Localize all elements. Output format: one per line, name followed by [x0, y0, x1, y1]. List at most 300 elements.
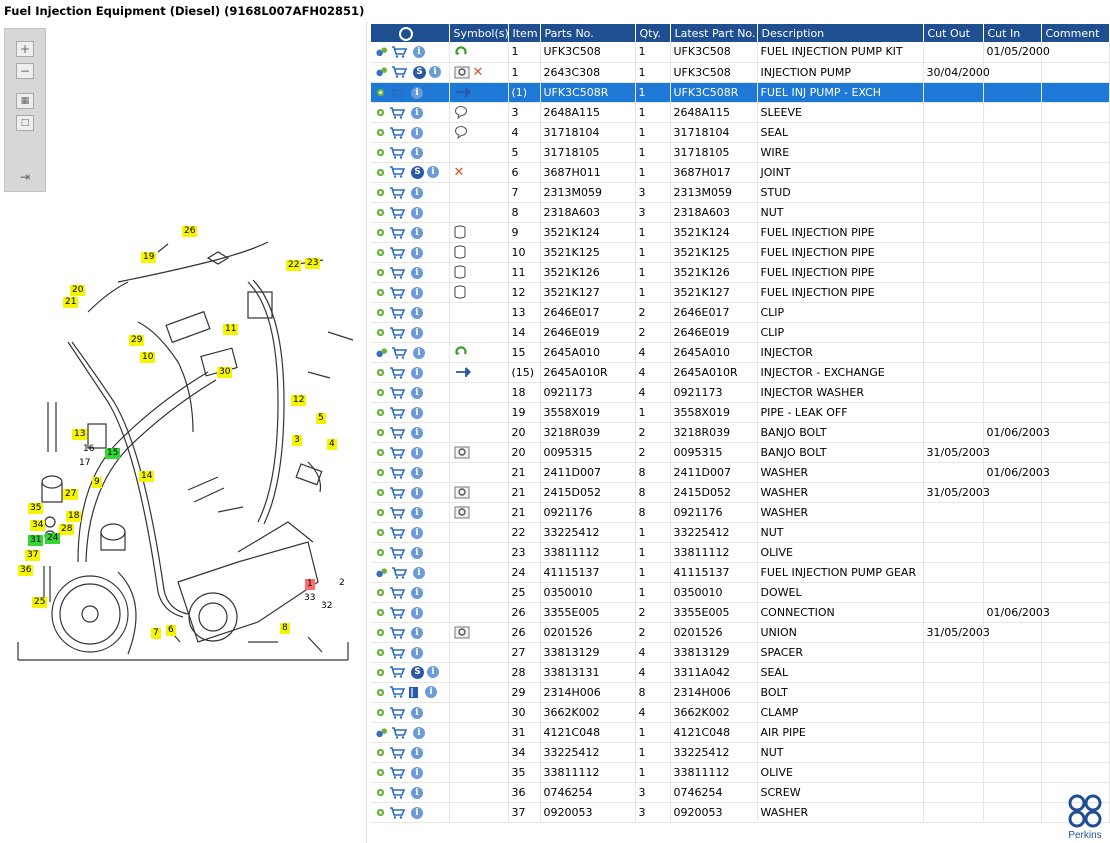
- cart-icon[interactable]: [391, 567, 407, 579]
- callout-9[interactable]: 9: [94, 477, 100, 487]
- row-actions: [371, 782, 449, 802]
- cart-icon[interactable]: [389, 247, 405, 259]
- table-row[interactable]: [371, 542, 1109, 562]
- cart-icon[interactable]: [389, 547, 405, 559]
- callout-8[interactable]: 8: [282, 623, 288, 633]
- row-actions: [371, 142, 449, 162]
- gear-icon[interactable]: [375, 427, 386, 438]
- cart-icon[interactable]: [389, 207, 405, 219]
- callout-31[interactable]: 31: [30, 535, 42, 545]
- info-icon[interactable]: i: [411, 767, 423, 779]
- info-icon[interactable]: i: [411, 227, 423, 239]
- info-icon[interactable]: i: [411, 787, 423, 799]
- callout-13[interactable]: 13: [74, 429, 86, 439]
- info-icon[interactable]: i: [413, 46, 425, 58]
- cart-icon[interactable]: [389, 747, 405, 759]
- latest-part-cell: UFK3C508: [670, 62, 757, 82]
- comment-cell: [1041, 82, 1109, 102]
- actual-size-button[interactable]: [16, 115, 34, 131]
- callout-35[interactable]: 35: [30, 503, 42, 513]
- table-row[interactable]: [371, 82, 1109, 102]
- info-icon[interactable]: i: [411, 127, 423, 139]
- quantity-cell: 4: [635, 662, 670, 682]
- zoom-out-button[interactable]: [16, 63, 34, 79]
- gear-icon[interactable]: [375, 287, 386, 298]
- callout-26[interactable]: 26: [184, 226, 196, 236]
- column-header-latest-part-no[interactable]: Latest Part No.: [670, 24, 757, 42]
- symbols-cell: [449, 42, 508, 62]
- comment-cell: [1041, 482, 1109, 502]
- gear-icon[interactable]: [375, 627, 386, 638]
- cart-icon[interactable]: [389, 307, 405, 319]
- table-row[interactable]: [371, 302, 1109, 322]
- cart-icon[interactable]: [389, 807, 405, 819]
- cut-in-cell: 01/06/2003: [983, 422, 1041, 442]
- table-row[interactable]: [371, 42, 1109, 62]
- column-header-description[interactable]: Description: [757, 24, 923, 42]
- cut-out-cell: 31/05/2003: [923, 442, 983, 462]
- info-icon[interactable]: i: [411, 427, 423, 439]
- cart-icon[interactable]: [389, 227, 405, 239]
- callout-32[interactable]: 32: [321, 601, 333, 611]
- column-header-parts-no[interactable]: Parts No.: [540, 24, 635, 42]
- column-header-item[interactable]: Item: [508, 24, 540, 42]
- quantity-cell: 1: [635, 402, 670, 422]
- gear-icon[interactable]: [375, 87, 386, 98]
- info-icon[interactable]: i: [411, 507, 423, 519]
- part-number-cell: 33225412: [540, 742, 635, 762]
- cart-icon[interactable]: [389, 107, 405, 119]
- callout-37[interactable]: 37: [27, 550, 39, 560]
- info-icon[interactable]: i: [411, 467, 423, 479]
- symbols-cell: [449, 422, 508, 442]
- gear-icon[interactable]: [375, 607, 386, 618]
- info-icon[interactable]: i: [427, 166, 439, 178]
- table-row[interactable]: [371, 282, 1109, 302]
- gear-icon[interactable]: [375, 187, 386, 198]
- fit-all-button[interactable]: [16, 93, 34, 109]
- info-icon[interactable]: i: [411, 207, 423, 219]
- table-row[interactable]: [371, 182, 1109, 202]
- info-icon[interactable]: i: [411, 747, 423, 759]
- info-icon[interactable]: i: [411, 307, 423, 319]
- view-drawing-icon[interactable]: [454, 506, 470, 519]
- callout-15[interactable]: 15: [107, 448, 119, 458]
- cart-icon[interactable]: [389, 407, 405, 419]
- cut-out-cell: [923, 422, 983, 442]
- supersession-icon[interactable]: S: [411, 166, 424, 179]
- description-cell: PIPE - LEAK OFF: [757, 402, 923, 422]
- table-row[interactable]: [371, 462, 1109, 482]
- gear-icon[interactable]: [375, 447, 386, 458]
- gear-icon[interactable]: [375, 107, 386, 118]
- quantity-cell: 3: [635, 802, 670, 822]
- table-row[interactable]: [371, 602, 1109, 622]
- gear-icon[interactable]: [375, 747, 386, 758]
- callout-3[interactable]: 3: [294, 435, 300, 445]
- gear-icon[interactable]: [375, 667, 386, 678]
- symbols-cell: [449, 382, 508, 402]
- gear-icon[interactable]: [375, 587, 386, 598]
- item-cell: 36: [508, 782, 540, 802]
- info-icon[interactable]: i: [411, 147, 423, 159]
- table-row[interactable]: [371, 502, 1109, 522]
- cart-icon[interactable]: [389, 387, 405, 399]
- gear-icon[interactable]: [375, 647, 386, 658]
- description-cell: CLIP: [757, 322, 923, 342]
- cart-icon[interactable]: [389, 367, 405, 379]
- view-drawing-icon[interactable]: [454, 66, 470, 79]
- table-row[interactable]: [371, 582, 1109, 602]
- gears-icon[interactable]: [375, 347, 388, 359]
- info-icon[interactable]: i: [411, 487, 423, 499]
- part-number-cell: 31718105: [540, 142, 635, 162]
- quantity-cell: 2: [635, 442, 670, 462]
- callout-11[interactable]: 11: [225, 324, 237, 334]
- gear-icon[interactable]: [375, 207, 386, 218]
- item-cell: 19: [508, 402, 540, 422]
- info-icon[interactable]: i: [427, 666, 439, 678]
- part-number-cell: 33813131: [540, 662, 635, 682]
- table-row[interactable]: [371, 202, 1109, 222]
- cart-icon[interactable]: [389, 127, 405, 139]
- callout-34[interactable]: 34: [32, 520, 44, 530]
- symbols-cell: [449, 602, 508, 622]
- row-actions: [371, 742, 449, 762]
- info-icon[interactable]: i: [411, 407, 423, 419]
- callout-10[interactable]: 10: [142, 352, 154, 362]
- gear-icon[interactable]: [375, 307, 386, 318]
- table-row[interactable]: [371, 622, 1109, 642]
- cut-out-cell: [923, 742, 983, 762]
- callout-5[interactable]: 5: [318, 413, 324, 423]
- info-icon[interactable]: i: [411, 327, 423, 339]
- callout-20[interactable]: 20: [72, 285, 84, 295]
- view-drawing-icon[interactable]: [454, 486, 470, 499]
- latest-part-cell: 3521K125: [670, 242, 757, 262]
- table-row[interactable]: [371, 442, 1109, 462]
- export-button[interactable]: [16, 169, 34, 185]
- gear-icon[interactable]: [375, 167, 386, 178]
- callout-30[interactable]: 30: [219, 367, 231, 377]
- illustration-pane: [0, 22, 367, 843]
- cart-icon[interactable]: [389, 527, 405, 539]
- cart-icon[interactable]: [389, 587, 405, 599]
- gear-icon[interactable]: [375, 767, 386, 778]
- gear-icon[interactable]: [375, 327, 386, 338]
- gear-icon[interactable]: [375, 147, 386, 158]
- part-number-cell: 0920053: [540, 802, 635, 822]
- gear-icon[interactable]: [375, 267, 386, 278]
- comment-cell: [1041, 362, 1109, 382]
- cart-icon[interactable]: [389, 467, 405, 479]
- symbols-cell: [449, 82, 508, 102]
- cart-icon[interactable]: [389, 507, 405, 519]
- callout-14[interactable]: 14: [141, 471, 153, 481]
- info-icon[interactable]: i: [413, 347, 425, 359]
- note-icon: [454, 105, 468, 119]
- cart-icon[interactable]: [389, 707, 405, 719]
- description-cell: AIR PIPE: [757, 722, 923, 742]
- callout-2[interactable]: 2: [339, 578, 345, 588]
- info-icon[interactable]: i: [411, 187, 423, 199]
- table-row[interactable]: [371, 382, 1109, 402]
- cut-out-cell: [923, 702, 983, 722]
- callout-33[interactable]: 33: [304, 593, 316, 603]
- quantity-cell: 8: [635, 462, 670, 482]
- callout-17[interactable]: 17: [79, 458, 91, 468]
- table-row[interactable]: [371, 362, 1109, 382]
- cart-icon[interactable]: [389, 87, 405, 99]
- part-number-cell: 2411D007: [540, 462, 635, 482]
- book-icon[interactable]: [408, 686, 419, 699]
- gear-icon[interactable]: [375, 387, 386, 398]
- cart-icon[interactable]: [389, 187, 405, 199]
- info-icon[interactable]: i: [411, 107, 423, 119]
- description-cell: INJECTOR: [757, 342, 923, 362]
- info-icon[interactable]: i: [411, 447, 423, 459]
- column-header-actions[interactable]: [371, 24, 449, 42]
- info-icon[interactable]: i: [411, 267, 423, 279]
- cut-in-cell: [983, 142, 1041, 162]
- info-icon[interactable]: i: [429, 66, 441, 78]
- cart-icon[interactable]: [389, 147, 405, 159]
- part-number-cell: 3687H011: [540, 162, 635, 182]
- cart-icon[interactable]: [389, 487, 405, 499]
- callout-6[interactable]: 6: [168, 625, 174, 635]
- info-icon[interactable]: i: [411, 527, 423, 539]
- callout-12[interactable]: 12: [293, 395, 305, 405]
- info-icon[interactable]: i: [411, 547, 423, 559]
- item-cell: 24: [508, 562, 540, 582]
- table-row[interactable]: [371, 102, 1109, 122]
- callout-22[interactable]: 22: [288, 260, 300, 270]
- cart-icon[interactable]: [389, 447, 405, 459]
- quantity-cell: 2: [635, 422, 670, 442]
- table-row[interactable]: [371, 522, 1109, 542]
- parts-diagram[interactable]: [8, 222, 360, 672]
- cart-icon[interactable]: [391, 46, 407, 58]
- symbols-cell: [449, 642, 508, 662]
- description-cell: CONNECTION: [757, 602, 923, 622]
- description-cell: WASHER: [757, 482, 923, 502]
- row-actions: [371, 102, 449, 122]
- gear-icon[interactable]: [375, 407, 386, 418]
- gear-icon[interactable]: [375, 807, 386, 818]
- gear-icon[interactable]: [375, 787, 386, 798]
- gears-icon[interactable]: [375, 727, 388, 739]
- row-actions: [371, 722, 449, 742]
- cart-icon[interactable]: [389, 647, 405, 659]
- info-icon[interactable]: i: [411, 287, 423, 299]
- gear-icon[interactable]: [375, 227, 386, 238]
- row-actions: [371, 802, 449, 822]
- description-cell: SEAL: [757, 662, 923, 682]
- symbols-cell: [449, 542, 508, 562]
- table-row[interactable]: [371, 222, 1109, 242]
- callout-24[interactable]: 24: [47, 533, 59, 543]
- table-row[interactable]: [371, 402, 1109, 422]
- view-drawing-icon[interactable]: [454, 626, 470, 639]
- cart-icon[interactable]: [389, 267, 405, 279]
- cart-icon[interactable]: [389, 427, 405, 439]
- description-cell: FUEL INJECTION PUMP KIT: [757, 42, 923, 62]
- info-icon[interactable]: i: [411, 247, 423, 259]
- supersession-icon[interactable]: S: [413, 66, 426, 79]
- info-icon[interactable]: i: [411, 647, 423, 659]
- item-cell: 6: [508, 162, 540, 182]
- callout-7[interactable]: 7: [153, 628, 159, 638]
- gear-icon[interactable]: [375, 527, 386, 538]
- table-row[interactable]: [371, 122, 1109, 142]
- quantity-cell: 1: [635, 742, 670, 762]
- table-row[interactable]: [371, 162, 1109, 182]
- item-cell: 29: [508, 682, 540, 702]
- description-cell: SPACER: [757, 642, 923, 662]
- callout-28[interactable]: 28: [61, 524, 73, 534]
- callout-19[interactable]: 19: [143, 252, 155, 262]
- cut-out-cell: [923, 42, 983, 62]
- table-row[interactable]: [371, 662, 1109, 682]
- table-row[interactable]: [371, 702, 1109, 722]
- part-number-cell: 33811112: [540, 762, 635, 782]
- column-header-cut-in[interactable]: Cut In: [983, 24, 1041, 42]
- table-row[interactable]: [371, 62, 1109, 82]
- table-row[interactable]: [371, 342, 1109, 362]
- supersession-icon[interactable]: S: [411, 666, 424, 679]
- cart-icon[interactable]: [389, 287, 405, 299]
- table-row[interactable]: [371, 722, 1109, 742]
- description-cell: FUEL INJECTION PIPE: [757, 242, 923, 262]
- symbols-cell: [449, 722, 508, 742]
- part-number-cell: 3521K127: [540, 282, 635, 302]
- cut-out-cell: [923, 802, 983, 822]
- item-cell: 20: [508, 442, 540, 462]
- comment-cell: [1041, 302, 1109, 322]
- part-number-cell: 0201526: [540, 622, 635, 642]
- callout-1[interactable]: 1: [307, 579, 313, 589]
- cart-icon[interactable]: [389, 627, 405, 639]
- table-row[interactable]: [371, 762, 1109, 782]
- view-drawing-icon[interactable]: [454, 446, 470, 459]
- cart-icon[interactable]: [389, 787, 405, 799]
- latest-part-cell: 2411D007: [670, 462, 757, 482]
- cart-icon[interactable]: [391, 347, 407, 359]
- table-row[interactable]: [371, 802, 1109, 822]
- info-icon[interactable]: i: [411, 607, 423, 619]
- column-header-symbol-s[interactable]: Symbol(s): [449, 24, 508, 42]
- info-icon[interactable]: i: [413, 567, 425, 579]
- cart-icon[interactable]: [389, 327, 405, 339]
- minus-icon: −: [19, 64, 31, 78]
- gear-icon[interactable]: [375, 487, 386, 498]
- gear-icon[interactable]: [375, 467, 386, 478]
- info-icon[interactable]: i: [413, 727, 425, 739]
- table-row[interactable]: [371, 322, 1109, 342]
- table-row[interactable]: [371, 142, 1109, 162]
- callout-18[interactable]: 18: [68, 511, 80, 521]
- description-cell: FUEL INJECTION PIPE: [757, 262, 923, 282]
- callout-25[interactable]: 25: [34, 597, 46, 607]
- cart-icon[interactable]: [389, 607, 405, 619]
- comment-cell: [1041, 582, 1109, 602]
- callout-21[interactable]: 21: [65, 297, 77, 307]
- info-icon[interactable]: i: [411, 387, 423, 399]
- table-row[interactable]: [371, 642, 1109, 662]
- info-icon[interactable]: i: [411, 807, 423, 819]
- cart-icon[interactable]: [389, 686, 405, 698]
- cart-icon[interactable]: [389, 166, 405, 178]
- gear-icon[interactable]: [375, 547, 386, 558]
- symbols-cell: [449, 142, 508, 162]
- gear-icon[interactable]: [375, 127, 386, 138]
- cart-icon[interactable]: [391, 727, 407, 739]
- latest-part-cell: 31718104: [670, 122, 757, 142]
- gears-icon[interactable]: [375, 567, 388, 579]
- cart-icon[interactable]: [391, 66, 407, 78]
- quantity-cell: 4: [635, 362, 670, 382]
- latest-part-cell: 2645A010: [670, 342, 757, 362]
- info-icon[interactable]: i: [411, 707, 423, 719]
- callout-4[interactable]: 4: [329, 439, 335, 449]
- callout-36[interactable]: 36: [20, 565, 32, 575]
- part-number-cell: 0095315: [540, 442, 635, 462]
- gears-icon[interactable]: [375, 66, 388, 78]
- symbols-cell: [449, 182, 508, 202]
- cart-icon[interactable]: [389, 666, 405, 678]
- callout-29[interactable]: 29: [131, 335, 143, 345]
- description-cell: FUEL INJECTION PIPE: [757, 222, 923, 242]
- info-icon[interactable]: i: [411, 367, 423, 379]
- table-row[interactable]: [371, 482, 1109, 502]
- table-row[interactable]: [371, 782, 1109, 802]
- callout-16[interactable]: 16: [83, 444, 95, 454]
- callout-23[interactable]: 23: [307, 258, 319, 268]
- table-row[interactable]: [371, 682, 1109, 702]
- item-cell: 28: [508, 662, 540, 682]
- cut-out-cell: [923, 162, 983, 182]
- info-icon[interactable]: i: [411, 627, 423, 639]
- info-icon[interactable]: i: [411, 587, 423, 599]
- gears-icon[interactable]: [375, 46, 388, 58]
- column-header-qty[interactable]: Qty.: [635, 24, 670, 42]
- row-actions: [371, 162, 449, 182]
- table-row[interactable]: [371, 242, 1109, 262]
- zoom-in-button[interactable]: [16, 41, 34, 57]
- gear-icon[interactable]: [375, 247, 386, 258]
- info-icon[interactable]: i: [425, 686, 437, 698]
- callout-27[interactable]: 27: [65, 489, 77, 499]
- latest-part-cell: 3521K126: [670, 262, 757, 282]
- gear-icon[interactable]: [375, 507, 386, 518]
- row-actions: [371, 642, 449, 662]
- table-row[interactable]: [371, 422, 1109, 442]
- table-row[interactable]: [371, 562, 1109, 582]
- symbols-cell: [449, 302, 508, 322]
- table-row[interactable]: [371, 262, 1109, 282]
- cut-out-cell: [923, 342, 983, 362]
- table-row[interactable]: [371, 742, 1109, 762]
- symbols-cell: [449, 202, 508, 222]
- cart-icon[interactable]: [389, 767, 405, 779]
- gear-icon[interactable]: [375, 367, 386, 378]
- gear-icon[interactable]: [375, 687, 386, 698]
- column-header-cut-out[interactable]: Cut Out: [923, 24, 983, 42]
- info-icon[interactable]: i: [411, 87, 423, 99]
- gear-icon[interactable]: [375, 707, 386, 718]
- row-actions: [371, 562, 449, 582]
- column-header-comment[interactable]: Comment: [1041, 24, 1109, 42]
